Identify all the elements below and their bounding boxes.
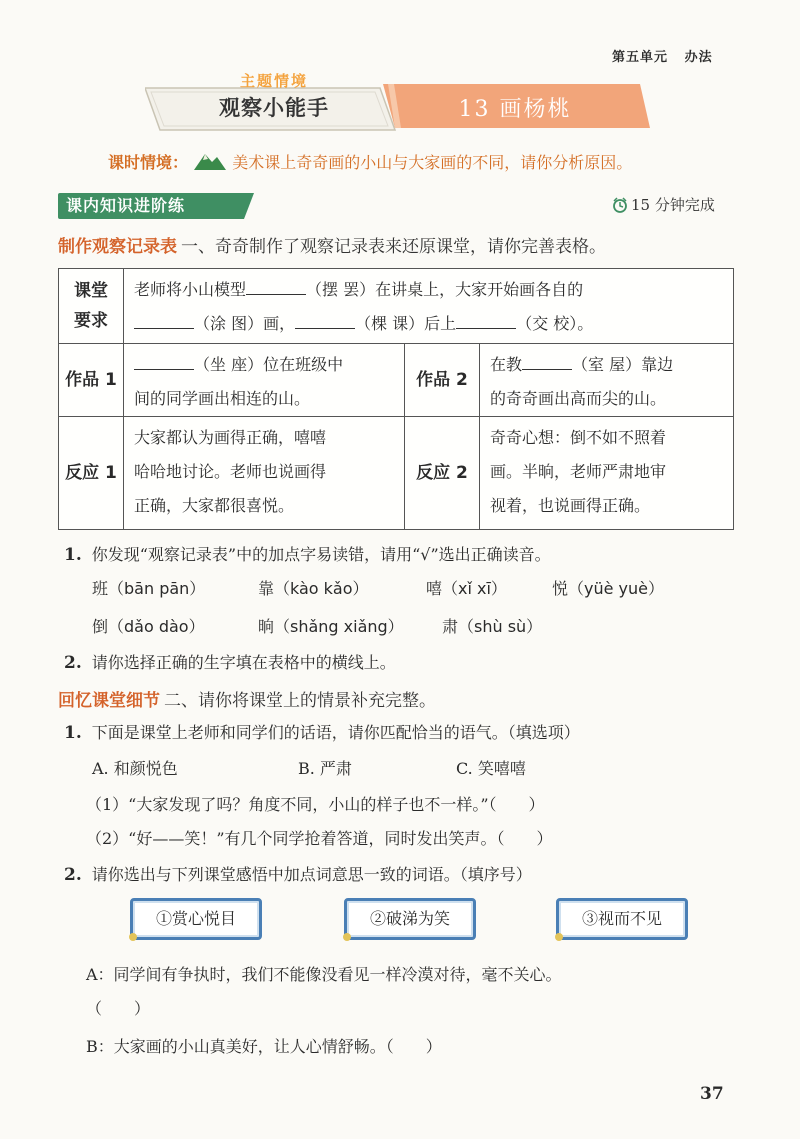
- unit-topic: 办法: [684, 50, 713, 65]
- question-number: 1.: [64, 545, 82, 565]
- pin-icon: [555, 933, 563, 941]
- word-box-text: ③视而不见: [581, 909, 662, 928]
- question-1-1: [64, 542, 754, 568]
- question-text: 请你选择正确的生字填在表格中的横线上。: [91, 653, 396, 672]
- pin-icon: [129, 933, 137, 941]
- table-head-response2: 反应 2: [404, 416, 480, 530]
- req-text-e: （交 校）。: [516, 314, 594, 333]
- sub-question-2[interactable]: （2）“好——笑！”有几个同学抢着答道，同时发出笑声。（ ）: [86, 829, 553, 848]
- part2-title: 二、请你将课堂上的情景补充完整。: [164, 691, 436, 711]
- sentence-a-answer[interactable]: （ ）: [86, 999, 151, 1018]
- page-number: 37: [700, 1084, 724, 1104]
- mountain-icon: [193, 151, 227, 171]
- pinyin-option[interactable]: 班（bān pān）: [92, 579, 206, 598]
- timer-text: 15 分钟完成: [631, 196, 715, 214]
- pinyin-option[interactable]: 倒（dǎo dào）: [92, 617, 205, 636]
- req-text-b: （摆 罢）在讲桌上，大家开始画各自的: [306, 280, 584, 299]
- observation-table: [58, 268, 734, 530]
- fill-blank[interactable]: [295, 312, 355, 329]
- tone-options: [92, 756, 732, 782]
- req-text-c: （涂 图）画，: [194, 314, 296, 333]
- theme-label-small: 主题情境: [239, 72, 308, 90]
- table-head-work1: 作品 1: [58, 343, 124, 417]
- part1-tag: 制作观察记录表: [58, 237, 177, 257]
- pinyin-option[interactable]: 嘻（xǐ xī）: [426, 579, 507, 598]
- pinyin-option[interactable]: 肃（shù sù）: [442, 617, 543, 636]
- req-head-line1: 课堂: [74, 281, 108, 301]
- question-1-2: [64, 650, 754, 676]
- sentence-a: A：同学间有争执时，我们不能像没看见一样冷漠对待，毫不关心。: [86, 965, 562, 984]
- resp2-line2: 画。半晌，老师严肃地审: [490, 462, 667, 481]
- resp1-line2: 哈哈地讨论。老师也说画得: [134, 462, 327, 481]
- question-2-2: [64, 862, 754, 888]
- situation-text: 美术课上奇奇画的小山与大家画的不同，请你分析原因。: [232, 153, 633, 172]
- option-b: B. 严肃: [298, 759, 352, 778]
- word-box-1: [130, 898, 262, 940]
- part1-heading: [58, 232, 748, 257]
- question-text: 下面是课堂上老师和同学们的话语，请你匹配恰当的语气。（填选项）: [91, 723, 580, 742]
- work2-text-b: （室 屋）靠边: [572, 355, 674, 374]
- req-head-line2: 要求: [74, 311, 108, 331]
- table-cell-response2: [479, 416, 734, 530]
- work1-text-a: （坐 座）位在班级中: [194, 355, 344, 374]
- table-cell-response1: [123, 416, 405, 530]
- question-text: 请你选出与下列课堂感悟中加点词意思一致的词语。（填序号）: [91, 865, 532, 884]
- part2-heading: [58, 686, 748, 711]
- resp1-line3: 正确，大家都很喜悦。: [134, 496, 295, 515]
- word-box-3: [556, 898, 688, 940]
- table-head-requirements: [58, 268, 124, 344]
- fill-blank[interactable]: [522, 353, 572, 370]
- table-cell-requirements: [123, 268, 734, 344]
- pin-icon: [343, 933, 351, 941]
- question-text: 你发现“观察记录表”中的加点字易读错，请用“√”选出正确读音。: [91, 545, 551, 564]
- pinyin-row-2: [92, 614, 752, 640]
- word-box-2: [344, 898, 476, 940]
- resp1-line1: 大家都认为画得正确，嘻嘻: [134, 428, 327, 447]
- unit-label: [612, 46, 713, 65]
- unit-name: 第五单元: [612, 50, 669, 65]
- work2-text-c: 的奇奇画出高而尖的山。: [490, 389, 667, 408]
- sentence-b[interactable]: B：大家画的小山真美好，让人心情舒畅。（ ）: [86, 1037, 442, 1056]
- pinyin-option[interactable]: 悦（yüè yuè）: [552, 579, 664, 598]
- timer: [612, 194, 715, 215]
- theme-label-big: 观察小能手: [219, 96, 329, 120]
- clock-icon: [612, 197, 628, 213]
- option-c: C. 笑嘻嘻: [456, 759, 526, 778]
- work1-text-b: 间的同学画出相连的山。: [134, 389, 311, 408]
- pinyin-option[interactable]: 靠（kào kǎo）: [258, 579, 369, 598]
- question-2-1: [64, 720, 754, 746]
- question-number: 2.: [64, 653, 82, 673]
- table-head-response1: 反应 1: [58, 416, 124, 530]
- resp2-line3: 视着，也说画得正确。: [490, 496, 651, 515]
- word-box-text: ②破涕为笑: [369, 909, 450, 928]
- part1-title: 一、奇奇制作了观察记录表来还原课堂，请你完善表格。: [181, 237, 606, 257]
- question-number: 1.: [64, 723, 82, 743]
- resp2-line1: 奇奇心想：倒不如不照着: [490, 428, 667, 447]
- fill-blank[interactable]: [456, 312, 516, 329]
- req-text-a: 老师将小山模型: [134, 280, 247, 299]
- question-number: 2.: [64, 865, 82, 885]
- lesson-situation: [108, 150, 748, 176]
- req-text-d: （棵 课）后上: [355, 314, 457, 333]
- sub-question-1[interactable]: （1）“大家发现了吗？角度不同，小山的样子也不一样。”（ ）: [86, 795, 545, 814]
- work2-text-a: 在教: [490, 355, 523, 374]
- situation-label: 课时情境：: [108, 153, 189, 172]
- table-cell-work2: [479, 343, 734, 417]
- table-cell-work1: [123, 343, 405, 417]
- table-head-work2: 作品 2: [404, 343, 480, 417]
- fill-blank[interactable]: [134, 353, 194, 370]
- fill-blank[interactable]: [134, 312, 194, 329]
- fill-blank[interactable]: [246, 278, 306, 295]
- pinyin-row-1: [92, 576, 752, 602]
- section-title: 课内知识进阶练: [58, 193, 244, 219]
- option-a: A. 和颜悦色: [92, 759, 178, 778]
- lesson-title: 13 画杨桃: [458, 97, 572, 122]
- word-box-text: ①赏心悦目: [155, 909, 236, 928]
- pinyin-option[interactable]: 晌（shǎng xiǎng）: [258, 617, 404, 636]
- part2-tag: 回忆课堂细节: [58, 691, 160, 711]
